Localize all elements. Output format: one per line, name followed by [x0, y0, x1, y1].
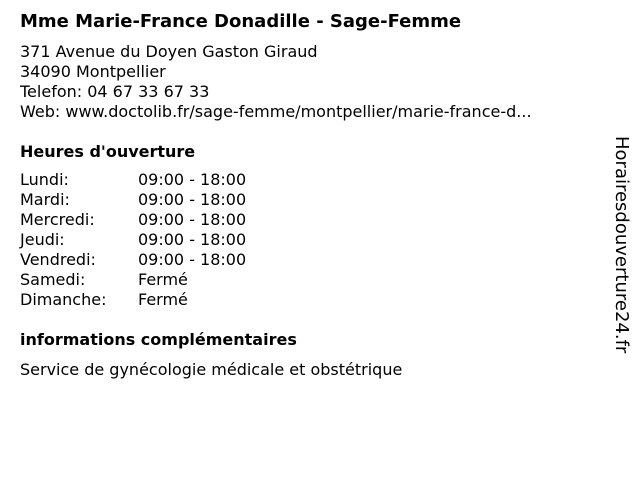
- address-line-2: 34090 Montpellier: [20, 62, 166, 81]
- business-title: Mme Marie-France Donadille - Sage-Femme: [20, 11, 462, 32]
- hours-value: 09:00 - 18:00: [138, 190, 247, 209]
- day-label: Mercredi:: [20, 210, 95, 229]
- website-line: Web: www.doctolib.fr/sage-femme/montpellier/marie-france-d...: [20, 102, 532, 121]
- day-label: Jeudi:: [20, 230, 65, 249]
- opening-hours-list: [20, 170, 590, 310]
- hours-row-thursday: [20, 230, 590, 250]
- hours-value: 09:00 - 18:00: [138, 230, 247, 249]
- hours-row-sunday: [20, 290, 590, 310]
- opening-hours-heading: Heures d'ouverture: [20, 142, 196, 161]
- day-label: Lundi:: [20, 170, 69, 189]
- day-label: Samedi:: [20, 270, 86, 289]
- day-label: Mardi:: [20, 190, 70, 209]
- site-watermark: [610, 136, 632, 354]
- hours-row-monday: [20, 170, 590, 190]
- hours-row-tuesday: [20, 190, 590, 210]
- phone-line: Telefon: 04 67 33 67 33: [20, 82, 210, 101]
- additional-info-text: Service de gynécologie médicale et obstétrique: [20, 360, 403, 379]
- hours-value: Fermé: [138, 270, 188, 289]
- additional-info-heading: informations complémentaires: [20, 330, 297, 349]
- hours-value: 09:00 - 18:00: [138, 210, 247, 229]
- address-line-1: 371 Avenue du Doyen Gaston Giraud: [20, 42, 318, 61]
- watermark-text: Horairesdouverture24.fr: [611, 136, 632, 354]
- hours-value: Fermé: [138, 290, 188, 309]
- day-label: Dimanche:: [20, 290, 107, 309]
- hours-row-friday: [20, 250, 590, 270]
- hours-value: 09:00 - 18:00: [138, 250, 247, 269]
- hours-row-wednesday: [20, 210, 590, 230]
- hours-row-saturday: [20, 270, 590, 290]
- day-label: Vendredi:: [20, 250, 96, 269]
- hours-value: 09:00 - 18:00: [138, 170, 247, 189]
- content-area: [20, 10, 590, 380]
